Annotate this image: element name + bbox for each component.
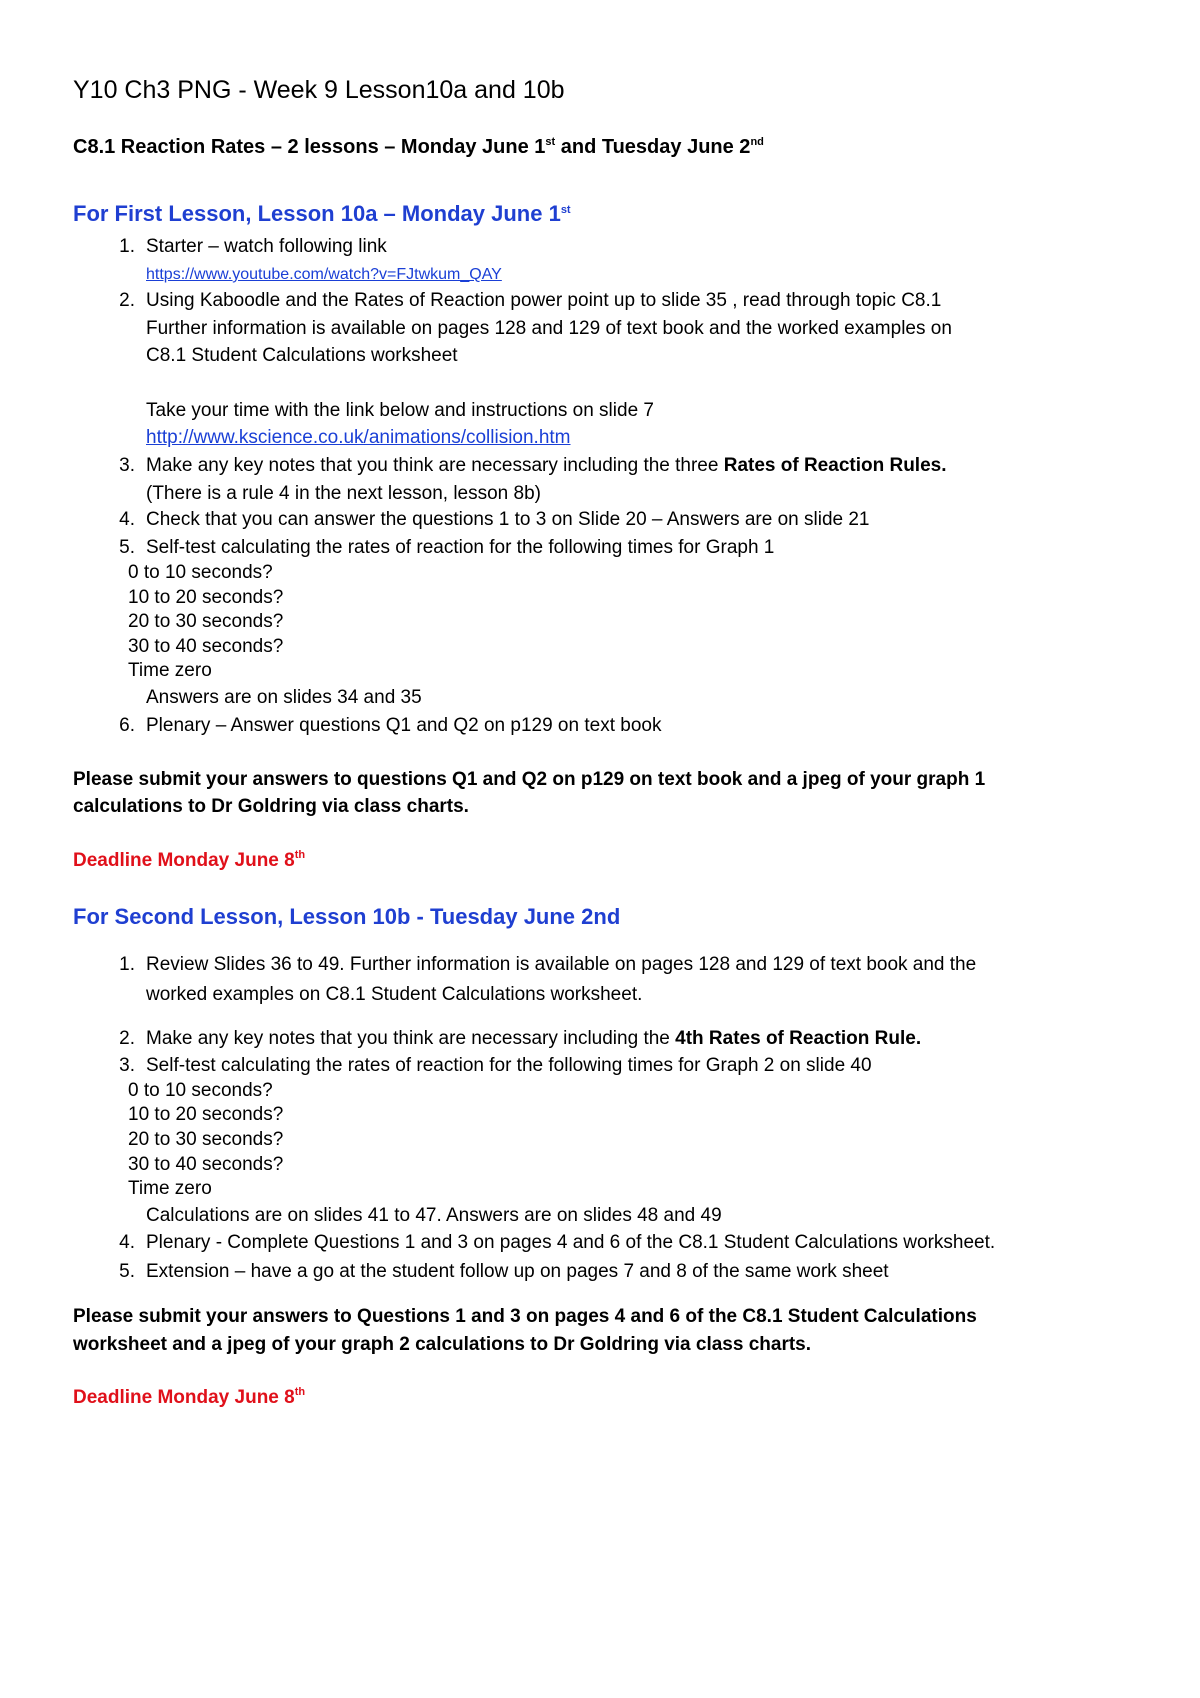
time-interval: 30 to 40 seconds? xyxy=(128,1154,284,1175)
kscience-link[interactable]: http://www.kscience.co.uk/animations/collision.htm xyxy=(146,427,571,448)
item-number: 1. xyxy=(119,236,135,257)
deadline-text: Deadline Monday June 8 xyxy=(73,850,295,871)
item-number: 4. xyxy=(119,509,135,530)
lesson-b-item-1-line-2: worked examples on C8.1 Student Calculations worksheet. xyxy=(146,984,643,1005)
lesson-a-heading-sup: st xyxy=(560,204,571,216)
lesson-a-item-4: Check that you can answer the questions 1 to 3 on Slide 20 – Answers are on slide 21 xyxy=(146,509,870,530)
lesson-b-deadline xyxy=(73,1385,305,1411)
item-number: 3. xyxy=(119,1055,135,1076)
deadline-sup: th xyxy=(294,1386,306,1398)
lesson-a-item-2-line-2: Further information is available on pages 128 and 129 of text book and the worked examples on xyxy=(146,318,952,339)
item-number: 1. xyxy=(119,954,135,975)
lesson-a-item-2-line-1: Using Kaboodle and the Rates of Reaction power point up to slide 35 , read through topic C8.1 xyxy=(146,290,942,311)
time-interval: 30 to 40 seconds? xyxy=(128,636,284,657)
lesson-b-submit-line-2: worksheet and a jpeg of your graph 2 calculations to Dr Goldring via class charts. xyxy=(73,1334,812,1355)
kscience-link-line xyxy=(146,425,571,451)
subtitle-text-2: and Tuesday June 2 xyxy=(555,136,751,158)
time-interval: 10 to 20 seconds? xyxy=(128,587,284,608)
lesson-a-submit-line-1: Please submit your answers to questions Q1 and Q2 on p129 on text book and a jpeg of your graph 1 xyxy=(73,769,986,790)
item-number: 2. xyxy=(119,290,135,311)
lesson-b-heading: For Second Lesson, Lesson 10b - Tuesday June 2nd xyxy=(73,904,621,929)
item-number: 3. xyxy=(119,455,135,476)
lesson-b-item-2 xyxy=(146,1026,921,1052)
deadline-sup: th xyxy=(294,849,306,861)
time-interval: Time zero xyxy=(128,660,212,681)
document-subtitle xyxy=(73,136,764,159)
time-interval: 20 to 30 seconds? xyxy=(128,611,284,632)
lesson-a-item-5: Self-test calculating the rates of reaction for the following times for Graph 1 xyxy=(146,537,775,558)
time-interval: 0 to 10 seconds? xyxy=(128,562,273,583)
lesson-b-item-3: Self-test calculating the rates of reaction for the following times for Graph 2 on slide 40 xyxy=(146,1055,872,1076)
time-interval: 10 to 20 seconds? xyxy=(128,1104,284,1125)
subtitle-text: C8.1 Reaction Rates – 2 lessons – Monday June 1 xyxy=(73,136,546,158)
deadline-text: Deadline Monday June 8 xyxy=(73,1387,295,1408)
item-number: 4. xyxy=(119,1232,135,1253)
time-interval: 20 to 30 seconds? xyxy=(128,1129,284,1150)
subtitle-sup-1: st xyxy=(545,136,556,148)
lesson-a-deadline xyxy=(73,848,305,874)
item-number: 5. xyxy=(119,537,135,558)
lesson-b-item-5: Extension – have a go at the student follow up on pages 7 and 8 of the same work sheet xyxy=(146,1261,889,1282)
document-title: Y10 Ch3 PNG - Week 9 Lesson10a and 10b xyxy=(73,76,565,104)
lesson-a-item-1: Starter – watch following link xyxy=(146,236,387,257)
lesson-b-item-1-line-1: Review Slides 36 to 49. Further information is available on pages 128 and 129 of text book and the xyxy=(146,954,977,975)
lesson-b-item-4: Plenary - Complete Questions 1 and 3 on pages 4 and 6 of the C8.1 Student Calculations worksheet. xyxy=(146,1232,996,1253)
answers-note: Answers are on slides 34 and 35 xyxy=(146,687,422,708)
time-interval: 0 to 10 seconds? xyxy=(128,1080,273,1101)
item-3-text: Make any key notes that you think are necessary including the three xyxy=(146,455,724,476)
item-2-text: Make any key notes that you think are necessary including the xyxy=(146,1028,676,1049)
lesson-a-item-6: Plenary – Answer questions Q1 and Q2 on p129 on text book xyxy=(146,715,662,736)
lesson-a-submit-line-2: calculations to Dr Goldring via class charts. xyxy=(73,796,469,817)
time-interval: Time zero xyxy=(128,1178,212,1199)
item-2-bold: 4th Rates of Reaction Rule. xyxy=(675,1028,922,1049)
youtube-link-line xyxy=(146,262,502,288)
lesson-b-submit-line-1: Please submit your answers to Questions 1 and 3 on pages 4 and 6 of the C8.1 Student Calculations xyxy=(73,1306,977,1327)
youtube-link[interactable]: https://www.youtube.com/watch?v=FJtwkum_QAY xyxy=(146,266,502,283)
calculations-note: Calculations are on slides 41 to 47. Answers are on slides 48 and 49 xyxy=(146,1205,722,1226)
lesson-a-heading-text: For First Lesson, Lesson 10a – Monday June 1 xyxy=(73,201,561,226)
lesson-a-item-2-line-4: Take your time with the link below and instructions on slide 7 xyxy=(146,400,654,421)
lesson-a-heading xyxy=(73,201,571,227)
item-3-bold: Rates of Reaction Rules. xyxy=(723,455,947,476)
item-number: 6. xyxy=(119,715,135,736)
lesson-a-item-3-line-1 xyxy=(146,453,947,479)
lesson-a-item-3-line-2: (There is a rule 4 in the next lesson, lesson 8b) xyxy=(146,483,541,504)
lesson-a-item-2-line-3: C8.1 Student Calculations worksheet xyxy=(146,345,458,366)
item-number: 2. xyxy=(119,1028,135,1049)
item-number: 5. xyxy=(119,1261,135,1282)
subtitle-sup-2: nd xyxy=(750,136,764,148)
